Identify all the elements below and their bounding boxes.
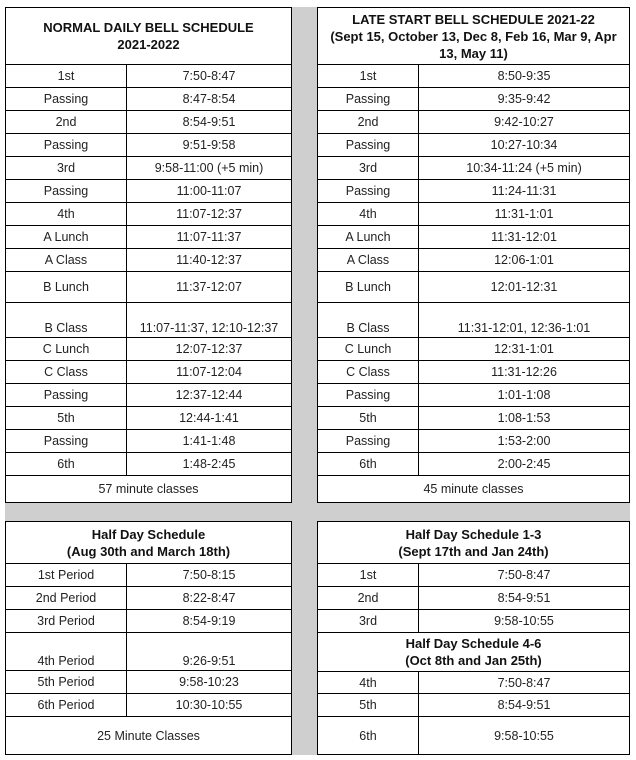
time-range: 8:54-9:51 bbox=[126, 111, 291, 133]
time-range: 8:54-9:51 bbox=[418, 694, 629, 716]
period-label: 4th bbox=[57, 207, 75, 221]
class-length-note: 57 minute classes bbox=[98, 482, 199, 496]
period-label: 3rd Period bbox=[37, 614, 95, 628]
period-label: 2nd Period bbox=[35, 591, 97, 605]
table-row bbox=[317, 272, 630, 303]
half-day-1-3-title bbox=[317, 521, 630, 564]
half-day-schedule-title bbox=[5, 521, 292, 564]
time-range: 12:44-1:41 bbox=[126, 407, 291, 429]
table-row bbox=[317, 88, 630, 111]
period-label: Passing bbox=[43, 434, 89, 448]
class-length-note: 45 minute classes bbox=[423, 482, 524, 496]
period-label: Passing bbox=[43, 388, 89, 402]
table-row bbox=[5, 694, 292, 717]
table-row bbox=[317, 694, 630, 717]
table-row bbox=[5, 134, 292, 157]
table-row bbox=[317, 564, 630, 587]
table-row bbox=[317, 717, 630, 755]
title-line: (Sept 17th and Jan 24th) bbox=[398, 543, 549, 559]
normal-schedule-table bbox=[5, 7, 292, 503]
title-line: NORMAL DAILY BELL SCHEDULE bbox=[43, 20, 254, 35]
period-label: Passing bbox=[43, 184, 89, 198]
horizontal-separator-left bbox=[5, 503, 292, 521]
time-range: 9:35-9:42 bbox=[418, 88, 629, 110]
time-range: 9:58-10:23 bbox=[126, 671, 291, 693]
time-range: 11:00-11:07 bbox=[126, 180, 291, 202]
title-line: 2021-2022 bbox=[117, 37, 180, 52]
period-label: 6th bbox=[359, 728, 377, 743]
period-label: C Lunch bbox=[42, 342, 90, 356]
table-row bbox=[5, 157, 292, 180]
period-label: Passing bbox=[345, 92, 391, 106]
table-row bbox=[5, 633, 292, 671]
period-label: 4th bbox=[359, 675, 377, 690]
period-label: 1st bbox=[57, 69, 75, 83]
table-row bbox=[5, 587, 292, 610]
period-label: C Class bbox=[44, 365, 88, 379]
period-label: 1st Period bbox=[37, 568, 95, 582]
time-range: 7:50-8:15 bbox=[126, 564, 291, 586]
time-range: 12:07-12:37 bbox=[126, 338, 291, 360]
table-row bbox=[5, 361, 292, 384]
title-line: (Oct 8th and Jan 25th) bbox=[405, 653, 542, 668]
time-range: 11:07-12:04 bbox=[126, 361, 291, 383]
period-label: 4th bbox=[359, 207, 377, 221]
time-range: 8:54-9:51 bbox=[418, 587, 629, 609]
time-range: 8:22-8:47 bbox=[126, 587, 291, 609]
time-range: 11:31-1:01 bbox=[418, 203, 629, 225]
time-range: 8:50-9:35 bbox=[418, 65, 629, 87]
time-range: 11:07-12:37 bbox=[126, 203, 291, 225]
title-line: Half Day Schedule 1-3 bbox=[405, 526, 542, 542]
title-line: (Sept 15, October 13, Dec 8, Feb 16, Mar 9, Apr bbox=[330, 28, 617, 44]
period-label: 2nd bbox=[357, 115, 379, 129]
table-row bbox=[317, 587, 630, 610]
period-label: 3rd bbox=[56, 161, 76, 175]
period-label: 5th Period bbox=[37, 675, 95, 689]
table-row bbox=[5, 564, 292, 587]
footer-row bbox=[5, 476, 292, 503]
title-line: LATE START BELL SCHEDULE 2021-22 bbox=[352, 11, 595, 27]
table-row bbox=[317, 157, 630, 180]
period-label: 6th bbox=[359, 457, 377, 471]
time-range: 7:50-8:47 bbox=[126, 65, 291, 87]
table-row bbox=[317, 249, 630, 272]
table-row bbox=[5, 338, 292, 361]
period-label: C Class bbox=[346, 365, 390, 379]
table-row bbox=[317, 180, 630, 203]
table-row bbox=[5, 430, 292, 453]
half-day-4-6-title bbox=[317, 633, 630, 671]
table-row bbox=[5, 407, 292, 430]
table-row bbox=[317, 610, 630, 633]
time-range: 11:24-11:31 bbox=[418, 180, 629, 202]
table-row bbox=[5, 180, 292, 203]
period-label: 2nd bbox=[357, 591, 379, 605]
period-label: A Lunch bbox=[43, 230, 89, 244]
late-start-schedule-table bbox=[317, 7, 630, 503]
bell-schedule-sheet bbox=[5, 7, 630, 755]
period-label: A Class bbox=[346, 253, 390, 267]
title-line: Half Day Schedule 4-6 bbox=[405, 636, 542, 651]
time-range: 11:07-11:37, 12:10-12:37 bbox=[126, 303, 291, 337]
table-row bbox=[317, 671, 630, 694]
time-range: 9:58-10:55 bbox=[418, 717, 629, 754]
time-range: 9:51-9:58 bbox=[126, 134, 291, 156]
half-day-split-schedule-table bbox=[317, 521, 630, 755]
table-row bbox=[5, 65, 292, 88]
late-start-schedule-title bbox=[317, 7, 630, 65]
table-row bbox=[317, 453, 630, 476]
time-range: 12:37-12:44 bbox=[126, 384, 291, 406]
table-row bbox=[5, 384, 292, 407]
table-row bbox=[5, 88, 292, 111]
period-label: B Class bbox=[44, 321, 88, 335]
period-label: 3rd bbox=[358, 161, 378, 175]
table-row bbox=[5, 111, 292, 134]
time-range: 9:42-10:27 bbox=[418, 111, 629, 133]
table-row bbox=[5, 203, 292, 226]
table-row bbox=[317, 407, 630, 430]
vertical-separator bbox=[292, 7, 317, 755]
period-label: Passing bbox=[345, 184, 391, 198]
footer-row bbox=[5, 717, 292, 755]
table-row bbox=[5, 453, 292, 476]
time-range: 10:27-10:34 bbox=[418, 134, 629, 156]
title-line: 13, May 11) bbox=[439, 45, 508, 61]
table-row bbox=[317, 361, 630, 384]
period-label: 5th bbox=[359, 411, 377, 425]
time-range: 1:41-1:48 bbox=[126, 430, 291, 452]
title-line: Half Day Schedule bbox=[91, 526, 206, 542]
table-row bbox=[317, 384, 630, 407]
table-row bbox=[317, 134, 630, 157]
table-row bbox=[5, 303, 292, 338]
class-length-note: 25 Minute Classes bbox=[97, 728, 200, 743]
period-label: Passing bbox=[43, 92, 89, 106]
time-range: 8:54-9:19 bbox=[126, 610, 291, 632]
table-row bbox=[5, 249, 292, 272]
period-label: Passing bbox=[345, 138, 391, 152]
table-row bbox=[317, 303, 630, 338]
period-label: 5th bbox=[57, 411, 75, 425]
time-range: 9:58-10:55 bbox=[418, 610, 629, 632]
horizontal-separator-right bbox=[317, 503, 630, 521]
time-range: 2:00-2:45 bbox=[418, 453, 629, 475]
period-label: B Lunch bbox=[345, 280, 391, 294]
period-label: A Lunch bbox=[345, 230, 391, 244]
period-label: A Class bbox=[44, 253, 88, 267]
time-range: 1:01-1:08 bbox=[418, 384, 629, 406]
table-row bbox=[317, 430, 630, 453]
table-row bbox=[317, 65, 630, 88]
time-range: 11:31-12:26 bbox=[418, 361, 629, 383]
period-label: 1st bbox=[359, 568, 377, 582]
period-label: 4th Period bbox=[37, 654, 95, 668]
time-range: 10:30-10:55 bbox=[126, 694, 291, 716]
table-row bbox=[317, 111, 630, 134]
half-day-schedule-table bbox=[5, 521, 292, 755]
time-range: 7:50-8:47 bbox=[418, 564, 629, 586]
period-label: 5th bbox=[359, 698, 377, 712]
period-label: Passing bbox=[345, 434, 391, 448]
normal-schedule-title bbox=[5, 7, 292, 65]
title-line: (Aug 30th and March 18th) bbox=[66, 543, 231, 559]
table-row bbox=[317, 203, 630, 226]
period-label: Passing bbox=[345, 388, 391, 402]
period-label: 6th bbox=[57, 457, 75, 471]
period-label: C Lunch bbox=[344, 342, 392, 356]
time-range: 9:58-11:00 (+5 min) bbox=[126, 157, 291, 179]
table-row bbox=[5, 226, 292, 249]
time-range: 1:08-1:53 bbox=[418, 407, 629, 429]
time-range: 11:37-12:07 bbox=[126, 272, 291, 302]
time-range: 12:31-1:01 bbox=[418, 338, 629, 360]
time-range: 11:31-12:01 bbox=[418, 226, 629, 248]
footer-row bbox=[317, 476, 630, 503]
table-row bbox=[317, 226, 630, 249]
period-label: 6th Period bbox=[37, 698, 95, 712]
time-range: 1:48-2:45 bbox=[126, 453, 291, 475]
time-range: 8:47-8:54 bbox=[126, 88, 291, 110]
table-row bbox=[5, 610, 292, 633]
period-label: B Class bbox=[346, 321, 390, 335]
time-range: 11:31-12:01, 12:36-1:01 bbox=[418, 303, 629, 337]
period-label: 1st bbox=[359, 69, 377, 83]
time-range: 9:26-9:51 bbox=[126, 633, 291, 670]
table-row bbox=[5, 671, 292, 694]
time-range: 11:40-12:37 bbox=[126, 249, 291, 271]
period-label: 3rd bbox=[358, 614, 378, 628]
period-label: Passing bbox=[43, 138, 89, 152]
period-label: 2nd bbox=[55, 115, 77, 129]
time-range: 1:53-2:00 bbox=[418, 430, 629, 452]
table-row bbox=[317, 338, 630, 361]
time-range: 10:34-11:24 (+5 min) bbox=[418, 157, 629, 179]
table-row bbox=[5, 272, 292, 303]
time-range: 11:07-11:37 bbox=[126, 226, 291, 248]
time-range: 12:06-1:01 bbox=[418, 249, 629, 271]
period-label: B Lunch bbox=[43, 280, 89, 294]
time-range: 7:50-8:47 bbox=[418, 672, 629, 693]
time-range: 12:01-12:31 bbox=[418, 272, 629, 302]
